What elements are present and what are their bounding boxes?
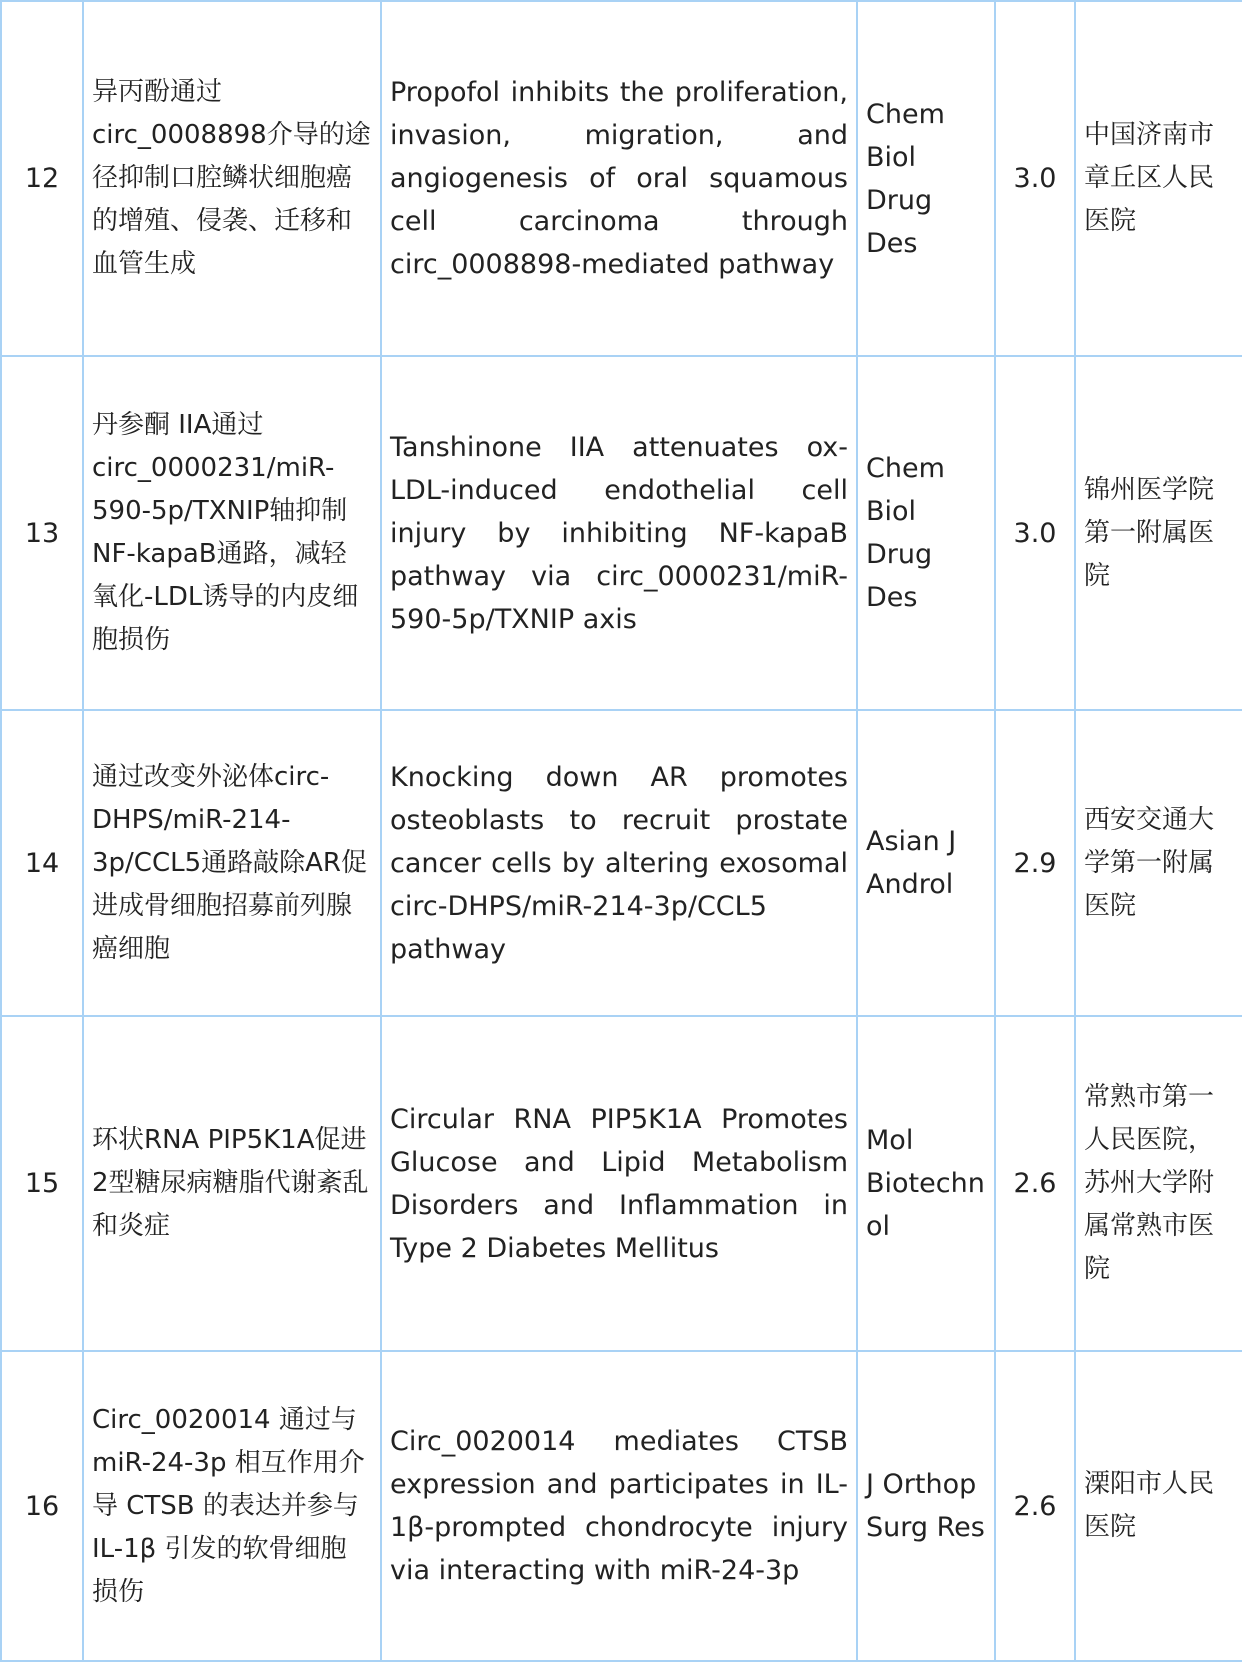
institution: 常熟市第一人民医院，苏州大学附属常熟市医院 xyxy=(1075,1016,1242,1351)
impact-factor: 2.9 xyxy=(995,710,1075,1016)
english-title: Circular RNA PIP5K1A Promotes Glucose and Lipid Metabolism Disorders and Inflammation in Type 2 Diabetes Mellitus xyxy=(381,1016,857,1351)
institution: 西安交通大学第一附属医院 xyxy=(1075,710,1242,1016)
chinese-title: 通过改变外泌体circ-DHPS/miR-214-3p/CCL5通路敲除AR促进成骨细胞招募前列腺癌细胞 xyxy=(83,710,381,1016)
journal-name: Asian J Androl xyxy=(857,710,995,1016)
impact-factor: 2.6 xyxy=(995,1351,1075,1661)
row-number: 16 xyxy=(1,1351,83,1661)
institution: 溧阳市人民医院 xyxy=(1075,1351,1242,1661)
impact-factor: 3.0 xyxy=(995,356,1075,710)
journal-name: Chem Biol Drug Des xyxy=(857,356,995,710)
chinese-title: 环状RNA PIP5K1A促进2型糖尿病糖脂代谢紊乱和炎症 xyxy=(83,1016,381,1351)
english-title: Tanshinone IIA attenuates ox-LDL-induced endothelial cell injury by inhibiting NF-kapaB pathway via circ_0000231/miR-590-5p/TXNIP axis xyxy=(381,356,857,710)
chinese-title: Circ_0020014 通过与 miR-24-3p 相互作用介导 CTSB 的表达并参与 IL-1β 引发的软骨细胞损伤 xyxy=(83,1351,381,1661)
chinese-title: 异丙酚通过circ_0008898介导的途径抑制口腔鳞状细胞癌的增殖、侵袭、迁移和血管生成 xyxy=(83,1,381,356)
row-number: 12 xyxy=(1,1,83,356)
row-number: 15 xyxy=(1,1016,83,1351)
table-row xyxy=(1,1,1242,356)
english-title: Propofol inhibits the proliferation, invasion, migration, and angiogenesis of oral squamous cell carcinoma through circ_0008898-mediated pathway xyxy=(381,1,857,356)
journal-name: J Orthop Surg Res xyxy=(857,1351,995,1661)
row-number: 13 xyxy=(1,356,83,710)
row-number: 14 xyxy=(1,710,83,1016)
english-title: Circ_0020014 mediates CTSB expression and participates in IL-1β-prompted chondrocyte injury via interacting with miR-24-3p xyxy=(381,1351,857,1661)
journal-name: Mol Biotechnol xyxy=(857,1016,995,1351)
table-row xyxy=(1,1351,1242,1661)
journal-name: Chem Biol Drug Des xyxy=(857,1,995,356)
impact-factor: 3.0 xyxy=(995,1,1075,356)
impact-factor: 2.6 xyxy=(995,1016,1075,1351)
table-row xyxy=(1,710,1242,1016)
english-title: Knocking down AR promotes osteoblasts to recruit prostate cancer cells by altering exosomal circ-DHPS/miR-214-3p/CCL5 pathway xyxy=(381,710,857,1016)
table-row xyxy=(1,1016,1242,1351)
table-row xyxy=(1,356,1242,710)
institution: 锦州医学院第一附属医院 xyxy=(1075,356,1242,710)
institution: 中国济南市章丘区人民医院 xyxy=(1075,1,1242,356)
chinese-title: 丹参酮 IIA通过circ_0000231/miR-590-5p/TXNIP轴抑制NF-kapaB通路，减轻氧化-LDL诱导的内皮细胞损伤 xyxy=(83,356,381,710)
